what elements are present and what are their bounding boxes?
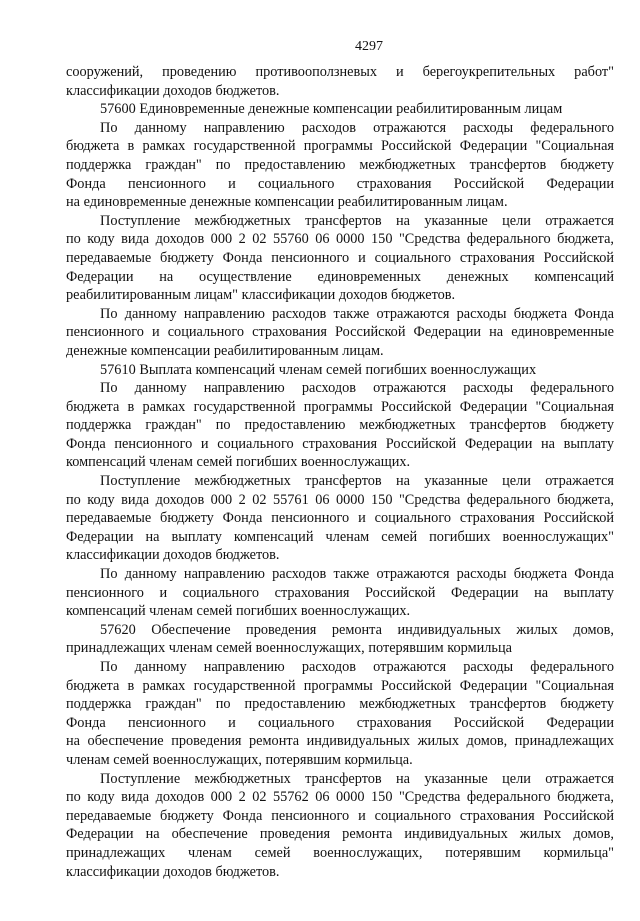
text-line: По данному направлению расходов отражаются расходы федерального <box>100 119 614 136</box>
text-line: компенсаций членам семей погибших военнослужащих. <box>66 603 411 620</box>
text-line: компенсаций членам семей погибших военнослужащих. <box>66 454 411 471</box>
text-line: поддержка граждан" по предоставлению межбюджетных трансфертов бюджету <box>66 156 614 173</box>
text-line: пенсионного и социального страхования Российской Федерации на единовременные <box>66 324 614 341</box>
paragraph <box>66 63 614 100</box>
text-line: Федерации на обеспечение проведения ремонта индивидуальных жилых домов, <box>66 826 614 843</box>
section-heading <box>66 361 614 380</box>
text-line: бюджета в рамках государственной программы Российской Федерации "Социальная <box>66 138 614 155</box>
text-line: классификации доходов бюджетов. <box>66 82 280 99</box>
paragraph <box>66 472 614 565</box>
text-line: бюджета в рамках государственной программы Российской Федерации "Социальная <box>66 398 614 415</box>
text-line: членам семей военнослужащих, потерявшим кормильца. <box>66 751 413 768</box>
text-line: денежные компенсации реабилитированным лицам. <box>66 342 384 359</box>
paragraph <box>66 305 614 361</box>
text-line: Фонда пенсионного и социального страхования Российской Федерации на выплату <box>66 435 614 452</box>
paragraph <box>66 770 614 882</box>
text-line: 57610 Выплата компенсаций членам семей погибших военнослужащих <box>100 361 537 378</box>
text-line: по коду вида доходов 000 2 02 55762 06 0000 150 "Средства федерального бюджета, <box>66 789 614 806</box>
paragraph <box>66 212 614 305</box>
text-line: По данному направлению расходов также отражаются расходы бюджета Фонда <box>100 305 614 322</box>
text-line: сооружений, проведению противооползневых и берегоукрепительных работ" <box>66 64 614 80</box>
text-line: принадлежащих членам семей военнослужащих, потерявшим кормильца <box>66 640 512 657</box>
paragraph <box>66 565 614 621</box>
text-line: Поступление межбюджетных трансфертов на указанные цели отражается <box>100 473 614 490</box>
text-line: Поступление межбюджетных трансфертов на указанные цели отражается <box>100 770 614 787</box>
text-line: по коду вида доходов 000 2 02 55760 06 0000 150 "Средства федерального бюджета, <box>66 231 614 248</box>
text-line: передаваемые бюджету Фонда пенсионного и социального страхования Российской <box>66 249 614 266</box>
paragraph <box>66 119 614 212</box>
paragraph <box>66 658 614 770</box>
text-line: По данному направлению расходов также отражаются расходы бюджета Фонда <box>100 566 614 583</box>
text-line: 57600 Единовременные денежные компенсации реабилитированным лицам <box>100 101 563 118</box>
text-line: поддержка граждан" по предоставлению межбюджетных трансфертов бюджету <box>66 696 614 713</box>
text-line: Фонда пенсионного и социального страхования Российской Федерации <box>66 714 614 731</box>
text-line: бюджета в рамках государственной программы Российской Федерации "Социальная <box>66 677 614 694</box>
text-line: классификации доходов бюджетов. <box>66 863 280 880</box>
document-body <box>66 63 614 881</box>
text-line: Поступление межбюджетных трансфертов на указанные цели отражается <box>100 212 614 229</box>
text-line: принадлежащих членам семей военнослужащих, потерявшим кормильца" <box>66 844 614 861</box>
text-line: по коду вида доходов 000 2 02 55761 06 0000 150 "Средства федерального бюджета, <box>66 491 614 508</box>
text-line: реабилитированным лицам" классификации доходов бюджетов. <box>66 287 456 304</box>
section-heading <box>66 100 614 119</box>
text-line: По данному направлению расходов отражаются расходы федерального <box>100 659 614 675</box>
section-heading <box>66 621 614 658</box>
page-number: 4297 <box>355 39 383 54</box>
text-line: По данному направлению расходов отражаются расходы федерального <box>100 380 614 397</box>
text-line: на единовременные денежные компенсации реабилитированным лицам. <box>66 194 508 211</box>
text-line: классификации доходов бюджетов. <box>66 547 280 564</box>
text-line: Фонда пенсионного и социального страхования Российской Федерации <box>66 175 614 192</box>
text-line: пенсионного и социального страхования Российской Федерации на выплату <box>66 584 614 601</box>
text-line: передаваемые бюджету Фонда пенсионного и социального страхования Российской <box>66 510 614 527</box>
text-line: поддержка граждан" по предоставлению межбюджетных трансфертов бюджету <box>66 417 614 434</box>
text-line: Федерации на осуществление единовременных денежных компенсаций <box>66 268 614 285</box>
text-line: передаваемые бюджету Фонда пенсионного и социального страхования Российской <box>66 807 614 824</box>
text-line: Федерации на выплату компенсаций членам семей погибших военнослужащих" <box>66 528 614 545</box>
text-line: 57620 Обеспечение проведения ремонта индивидуальных жилых домов, <box>100 621 614 638</box>
text-line: на обеспечение проведения ремонта индивидуальных жилых домов, принадлежащих <box>66 733 614 750</box>
paragraph <box>66 379 614 472</box>
